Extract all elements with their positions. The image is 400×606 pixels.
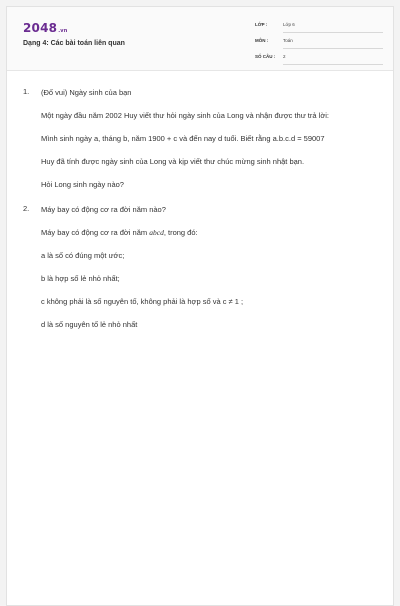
year-variable: abcd [149, 228, 164, 237]
question-paragraph: a là số có đúng một ước; [41, 251, 125, 260]
site-logo[interactable] [23, 21, 68, 35]
logo-text: 2048 [23, 21, 58, 35]
question-title: Máy bay có động cơ ra đời năm nào? [41, 205, 166, 214]
question-intro [41, 227, 377, 238]
question-paragraph: c không phải là số nguyên tố, không phải là hợp số và c ≠ 1 ; [41, 297, 244, 306]
question-1 [23, 87, 377, 190]
worksheet-header [7, 7, 393, 71]
question-paragraph: Mình sinh ngày a, tháng b, năm 1900 + c và đến nay d tuổi. Biết rằng a.b.c.d = 59007 [41, 134, 325, 143]
meta-label-class: LỚP : [255, 22, 268, 27]
meta-label-count: SỐ CÂU : [255, 54, 276, 59]
meta-row-class [255, 21, 383, 34]
meta-value-subject: Toán [283, 37, 383, 49]
question-paragraph: Huy đã tính được ngày sinh của Long và kịp viết thư chúc mừng sinh nhật bạn. [41, 157, 305, 166]
meta-label-subject: MÔN : [255, 38, 269, 43]
question-number: 1. [23, 87, 30, 96]
question-paragraph: Hỏi Long sinh ngày nào? [41, 180, 124, 189]
subject-title: Dạng 4: Các bài toán liên quan [23, 40, 125, 47]
question-number: 2. [23, 204, 30, 213]
intro-text: Máy bay có động cơ ra đời năm [41, 228, 150, 237]
logo-tld: .vn [58, 28, 68, 34]
question-paragraph: d là số nguyên tố lẻ nhỏ nhất [41, 320, 138, 329]
worksheet-page [6, 6, 394, 606]
question-title: (Đố vui) Ngày sinh của bạn [41, 88, 132, 97]
question-paragraph: Một ngày đầu năm 2002 Huy viết thư hỏi ngày sinh của Long và nhận được thư trả lời: [41, 111, 329, 120]
meta-row-subject [255, 37, 383, 50]
question-2 [23, 204, 377, 330]
intro-text-end: , trong đó: [163, 228, 198, 237]
meta-value-count: 2 [283, 53, 383, 65]
questions-list [23, 87, 377, 344]
meta-row-count [255, 53, 383, 66]
meta-value-class: Lớp 6 [283, 21, 383, 33]
question-paragraph: b là hợp số lẻ nhỏ nhất; [41, 274, 120, 283]
worksheet-meta [255, 21, 383, 69]
